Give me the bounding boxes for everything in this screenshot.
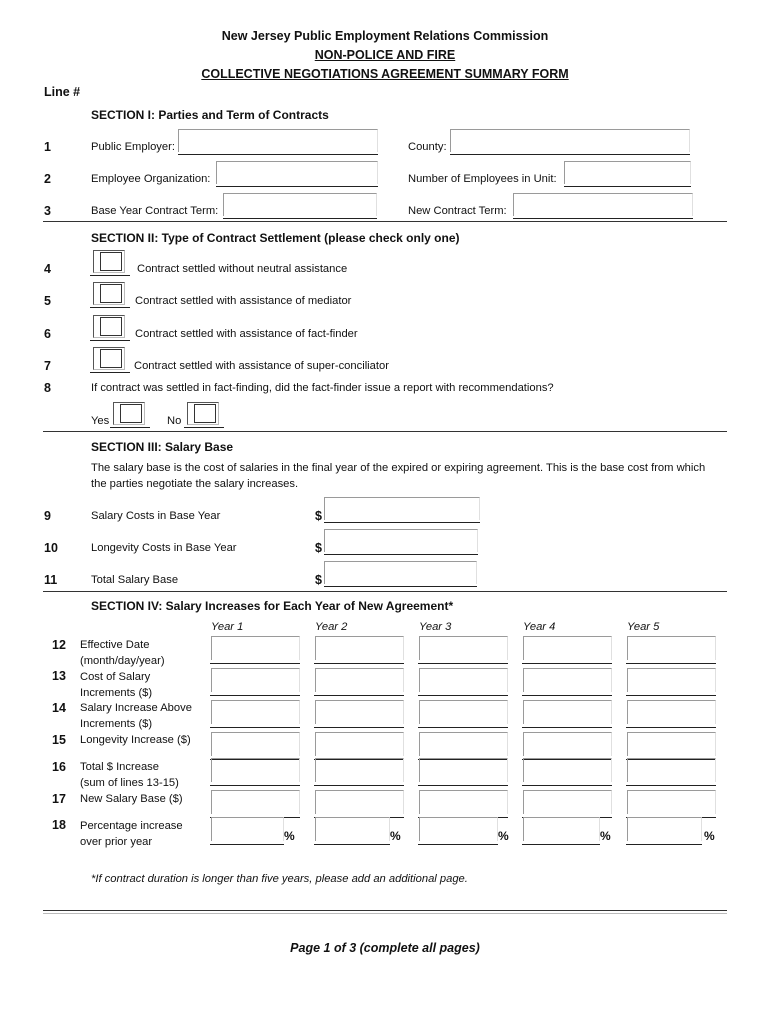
salary-grid-cell[interactable] xyxy=(626,790,716,818)
section2-title: SECTION II: Type of Contract Settlement (please check only one) xyxy=(91,231,460,245)
form-title-line2: COLLECTIVE NEGOTIATIONS AGREEMENT SUMMARY FORM xyxy=(201,67,569,81)
salary-grid-cell[interactable] xyxy=(314,700,404,728)
salary-costs-label: Salary Costs in Base Year xyxy=(91,510,221,522)
option-label: Contract settled with assistance of super-conciliator xyxy=(134,360,389,372)
row-label: Effective Date (month/day/year) xyxy=(80,639,165,667)
section3-title: SECTION III: Salary Base xyxy=(91,440,234,454)
salary-grid-cell[interactable] xyxy=(418,790,508,818)
salary-grid-cell[interactable] xyxy=(210,732,300,760)
employee-organization-label: Employee Organization: xyxy=(91,173,211,185)
line-number: 9 xyxy=(44,509,51,523)
salary-grid-cell[interactable] xyxy=(314,790,404,818)
salary-grid-cell[interactable] xyxy=(210,668,300,696)
public-employer-label: Public Employer: xyxy=(91,141,175,153)
total-salary-base-field[interactable] xyxy=(324,561,477,587)
percentage-increase-cell[interactable] xyxy=(314,817,390,845)
line-number: 12 xyxy=(52,638,66,652)
commission-title: New Jersey Public Employment Relations Commission xyxy=(221,29,549,43)
salary-grid-cell[interactable] xyxy=(210,790,300,818)
employee-organization-field[interactable] xyxy=(216,161,378,187)
salary-grid-cell[interactable] xyxy=(522,790,612,818)
salary-grid-cell[interactable] xyxy=(418,668,508,696)
row-label: Percentage increase over prior year xyxy=(80,820,183,848)
salary-grid-cell[interactable] xyxy=(626,636,716,664)
base-year-term-label: Base Year Contract Term: xyxy=(91,205,219,217)
line-number: 18 xyxy=(52,818,66,832)
percent-sign: % xyxy=(600,829,611,843)
line-number: 13 xyxy=(52,669,66,683)
row-label: New Salary Base ($) xyxy=(80,793,183,805)
section4-title: SECTION IV: Salary Increases for Each Year of New Agreement* xyxy=(91,599,454,613)
salary-grid-cell[interactable] xyxy=(210,636,300,664)
section-divider xyxy=(43,431,727,432)
year-header: Year 4 xyxy=(523,621,556,633)
row-label: Total $ Increase (sum of lines 13-15) xyxy=(80,761,179,789)
line-number: 6 xyxy=(44,327,51,341)
form-title-line1: NON-POLICE AND FIRE xyxy=(314,48,456,62)
line-number: 17 xyxy=(52,792,66,806)
line-number-header: Line # xyxy=(44,85,81,99)
percentage-increase-cell[interactable] xyxy=(522,817,600,845)
salary-grid-cell[interactable] xyxy=(418,636,508,664)
public-employer-field[interactable] xyxy=(178,129,378,155)
section-divider xyxy=(43,591,727,592)
line-number: 10 xyxy=(44,541,58,555)
employees-in-unit-field[interactable] xyxy=(564,161,691,187)
row-label: Cost of Salary Increments ($) xyxy=(80,671,153,699)
line-number: 15 xyxy=(52,733,66,747)
new-contract-term-label: New Contract Term: xyxy=(408,205,507,217)
salary-grid-cell[interactable] xyxy=(626,668,716,696)
dollar-sign: $ xyxy=(315,573,322,587)
salary-costs-field[interactable] xyxy=(324,497,480,523)
section-divider-shadow xyxy=(43,913,727,914)
salary-base-description-cont: the parties negotiate the salary increases. xyxy=(91,478,299,490)
fact-finder-question: If contract was settled in fact-finding, did the fact-finder issue a report with recommendations? xyxy=(91,382,554,394)
salary-grid-cell[interactable] xyxy=(522,636,612,664)
footnote: *If contract duration is longer than five years, please add an additional page. xyxy=(91,873,468,885)
option-label: Contract settled without neutral assistance xyxy=(137,263,348,275)
option-label: Contract settled with assistance of mediator xyxy=(135,295,352,307)
line-number: 1 xyxy=(44,140,51,154)
salary-grid-cell[interactable] xyxy=(418,732,508,760)
line-number: 4 xyxy=(44,262,51,276)
row-label: Longevity Increase ($) xyxy=(80,734,191,746)
page-number: Page 1 of 3 (complete all pages) xyxy=(290,941,480,955)
salary-grid-cell[interactable] xyxy=(314,668,404,696)
percent-sign: % xyxy=(704,829,715,843)
salary-grid-cell[interactable] xyxy=(522,732,612,760)
line-number: 3 xyxy=(44,204,51,218)
salary-grid-cell[interactable] xyxy=(626,758,716,786)
salary-grid-cell[interactable] xyxy=(626,700,716,728)
dollar-sign: $ xyxy=(315,541,322,555)
longevity-costs-label: Longevity Costs in Base Year xyxy=(91,542,237,554)
option-fact-finder-checkbox[interactable] xyxy=(90,315,130,341)
line-number: 5 xyxy=(44,294,51,308)
option-super-conciliator-checkbox[interactable] xyxy=(90,347,130,373)
row-label: Salary Increase Above Increments ($) xyxy=(80,702,192,730)
salary-base-description: The salary base is the cost of salaries in the final year of the expired or expiring agreement. This is the base cost from which xyxy=(91,462,706,474)
yes-label: Yes xyxy=(91,415,110,427)
salary-grid-cell[interactable] xyxy=(626,732,716,760)
salary-grid-cell[interactable] xyxy=(418,700,508,728)
section1-title: SECTION I: Parties and Term of Contracts xyxy=(91,108,329,122)
line-number: 8 xyxy=(44,381,51,395)
salary-grid-cell[interactable] xyxy=(418,758,508,786)
salary-grid-cell[interactable] xyxy=(522,758,612,786)
percentage-increase-cell[interactable] xyxy=(418,817,498,845)
salary-grid-cell[interactable] xyxy=(314,732,404,760)
salary-grid-cell[interactable] xyxy=(314,758,404,786)
no-label: No xyxy=(167,415,182,427)
option-no-neutral-checkbox[interactable] xyxy=(90,250,130,276)
county-label: County: xyxy=(408,141,447,153)
longevity-costs-field[interactable] xyxy=(324,529,478,555)
yes-checkbox[interactable] xyxy=(110,402,150,428)
year-header: Year 2 xyxy=(315,621,348,633)
salary-grid-cell[interactable] xyxy=(210,700,300,728)
salary-grid-cell[interactable] xyxy=(210,758,300,786)
option-mediator-checkbox[interactable] xyxy=(90,282,130,308)
percent-sign: % xyxy=(390,829,401,843)
base-year-term-field[interactable] xyxy=(223,193,377,219)
dollar-sign: $ xyxy=(315,509,322,523)
percent-sign: % xyxy=(498,829,509,843)
line-number: 7 xyxy=(44,359,51,373)
no-checkbox[interactable] xyxy=(184,402,224,428)
employees-in-unit-label: Number of Employees in Unit: xyxy=(408,173,557,185)
percentage-increase-cell[interactable] xyxy=(626,817,702,845)
year-header: Year 3 xyxy=(419,621,452,633)
line-number: 16 xyxy=(52,760,66,774)
county-field[interactable] xyxy=(450,129,690,155)
salary-grid-cell[interactable] xyxy=(522,700,612,728)
total-salary-base-label: Total Salary Base xyxy=(91,574,179,586)
year-header: Year 1 xyxy=(211,621,244,633)
year-header: Year 5 xyxy=(627,621,660,633)
new-contract-term-field[interactable] xyxy=(513,193,693,219)
line-number: 11 xyxy=(44,573,58,587)
option-label: Contract settled with assistance of fact-finder xyxy=(135,328,358,340)
percentage-increase-cell[interactable] xyxy=(210,817,284,845)
section-divider xyxy=(43,910,727,911)
salary-grid-cell[interactable] xyxy=(314,636,404,664)
line-number: 14 xyxy=(52,701,66,715)
line-number: 2 xyxy=(44,172,51,186)
salary-grid-cell[interactable] xyxy=(522,668,612,696)
section-divider xyxy=(43,221,727,222)
percent-sign: % xyxy=(284,829,295,843)
